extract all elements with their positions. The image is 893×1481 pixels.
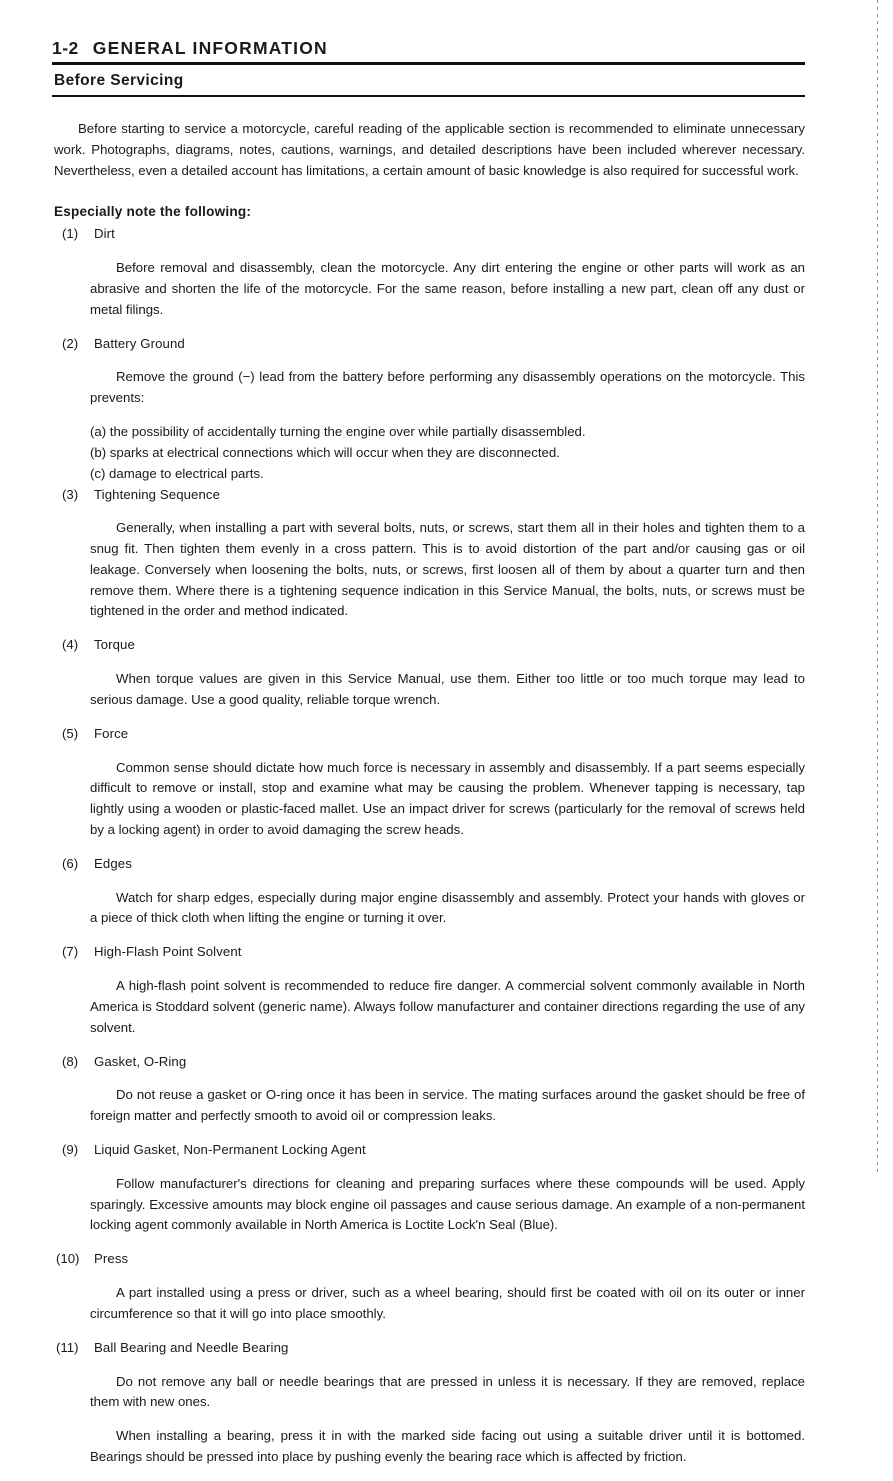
section-rule <box>52 95 805 97</box>
item-marker: (10) <box>56 1251 80 1267</box>
item-marker: (7) <box>62 944 79 960</box>
sub-item-list <box>90 422 805 484</box>
item-body: Generally, when installing a part with several bolts, nuts, or screws, start them all in their holes and tighten them to a snug fit. Then tighten them evenly in a cross pattern. This is to avoid distortion of the part and/or causing gas or oil leakage. Conversely when loosening the bolts, nuts, or screws, first loosen all of them by about a quarter turn and then remove them. Where there is a tightening sequence indication in this Service Manual, the bolts, nuts, or screws must be tightened in the order and method indicated. <box>90 520 805 619</box>
item-marker: (2) <box>62 335 79 351</box>
item-marker: (3) <box>62 486 79 502</box>
item-label: Liquid Gasket, Non-Permanent Locking Agent <box>94 1142 366 1158</box>
item-label: Tightening Sequence <box>94 486 221 502</box>
item-heading <box>52 942 805 963</box>
numbered-item-list <box>52 224 805 1468</box>
list-item <box>52 1338 805 1468</box>
item-label: Gasket, O-Ring <box>94 1053 187 1069</box>
item-heading <box>52 334 805 355</box>
item-marker: (11) <box>56 1339 79 1355</box>
item-body: Follow manufacturer's directions for cleaning and preparing surfaces where these compounds will be used. Apply sparingly. Excessive amounts may block engine oil passages and cause serious damage. An example of a non-permanent locking agent commonly available in North America is Loctite Lock'n Seal (Blue). <box>90 1175 805 1233</box>
list-item <box>52 1052 805 1127</box>
item-body: Do not reuse a gasket or O-ring once it has been in service. The mating surfaces around the gasket should be free of foreign matter and perfectly smooth to avoid oil or compression leaks. <box>90 1087 805 1124</box>
list-item <box>52 942 805 1038</box>
item-body: A high-flash point solvent is recommended to reduce fire danger. A commercial solvent commonly available in North America is Stoddard solvent (generic name). Always follow manufacturer and container directions regarding the use of any solvent. <box>90 978 805 1035</box>
scan-edge-artifact <box>877 0 878 1175</box>
item-heading <box>52 1338 805 1359</box>
item-marker: (8) <box>62 1053 79 1069</box>
list-item <box>52 724 805 841</box>
item-heading <box>52 1249 805 1270</box>
list-item <box>52 1140 805 1236</box>
list-item <box>52 1249 805 1324</box>
item-label: Dirt <box>94 226 115 242</box>
item-body: Do not remove any ball or needle bearings that are pressed in unless it is necessary. If they are removed, replace them with new ones. <box>90 1373 805 1410</box>
item-marker: (1) <box>62 226 79 242</box>
item-body: Common sense should dictate how much force is necessary in assembly and disassembly. If a part seems especially difficult to remove or install, stop and examine what may be causing the problem. Whenever tapping is necessary, tap lightly using a wooden or plastic-faced mallet. Use an impact driver for screws (particularly for the removal of screws held by a locking agent) in order to avoid damaging the screw heads. <box>90 759 805 837</box>
item-heading <box>52 635 805 656</box>
list-item <box>52 854 805 929</box>
list-item <box>52 635 805 710</box>
item-label: Torque <box>94 637 135 653</box>
sub-item: (b) sparks at electrical connections which will occur when they are disconnected. <box>90 444 560 460</box>
item-body-continued: When installing a bearing, press it in with the marked side facing out using a suitable driver until it is bottomed. Bearings should be pressed into place by pushing evenly the bearing race which is affected by friction. <box>90 1428 805 1465</box>
list-item <box>52 224 805 320</box>
item-label: Force <box>94 725 129 741</box>
item-body: Remove the ground (−) lead from the battery before performing any disassembly operations on the motorcycle. This prevents: <box>90 369 805 406</box>
list-item <box>52 485 805 623</box>
item-marker: (4) <box>62 637 79 653</box>
sub-item: (c) damage to electrical parts. <box>90 465 264 481</box>
item-marker: (9) <box>62 1142 79 1158</box>
item-heading <box>52 724 805 745</box>
item-heading <box>52 1052 805 1073</box>
item-body: Before removal and disassembly, clean the motorcycle. Any dirt entering the engine or other parts will work as an abrasive and shorten the life of the motorcycle. For the same reason, before installing a new part, clean off any dust or metal filings. <box>90 260 805 317</box>
item-marker: (5) <box>62 725 79 741</box>
intro-paragraph: Before starting to service a motorcycle, careful reading of the applicable section is recommended to eliminate unnecessary work. Photographs, diagrams, notes, cautions, warnings, and detailed descriptions have been included wherever necessary. Nevertheless, even a detailed account has limitations, a certain amount of basic knowledge is also required for successful work. <box>54 121 805 178</box>
item-label: Edges <box>94 855 132 871</box>
page-title: GENERAL INFORMATION <box>92 38 328 58</box>
section-title: Before Servicing <box>54 72 184 89</box>
item-marker: (6) <box>62 855 79 871</box>
list-item <box>52 334 805 485</box>
item-label: High-Flash Point Solvent <box>94 944 242 960</box>
item-heading <box>52 1140 805 1161</box>
item-body: When torque values are given in this Service Manual, use them. Either too little or too much torque may lead to serious damage. Use a good quality, reliable torque wrench. <box>90 671 805 707</box>
item-heading <box>52 854 805 875</box>
item-heading <box>52 224 805 245</box>
page-number: 1-2 <box>52 38 79 58</box>
item-body: Watch for sharp edges, especially during major engine disassembly and assembly. Protect your hands with gloves or a piece of thick cloth when lifting the engine or turning it over. <box>90 889 805 926</box>
sub-item: (a) the possibility of accidentally turning the engine over while partially disassembled. <box>90 424 586 440</box>
item-label: Battery Ground <box>94 335 185 351</box>
item-label: Press <box>94 1251 129 1267</box>
especially-note-heading: Especially note the following: <box>54 204 252 220</box>
page-content <box>52 38 805 1481</box>
page-header <box>52 38 805 62</box>
item-heading <box>52 485 805 506</box>
item-body: A part installed using a press or driver, such as a wheel bearing, should first be coated with oil on its outer or inner circumference so that it will go into place smoothly. <box>90 1285 805 1321</box>
item-label: Ball Bearing and Needle Bearing <box>94 1339 289 1355</box>
